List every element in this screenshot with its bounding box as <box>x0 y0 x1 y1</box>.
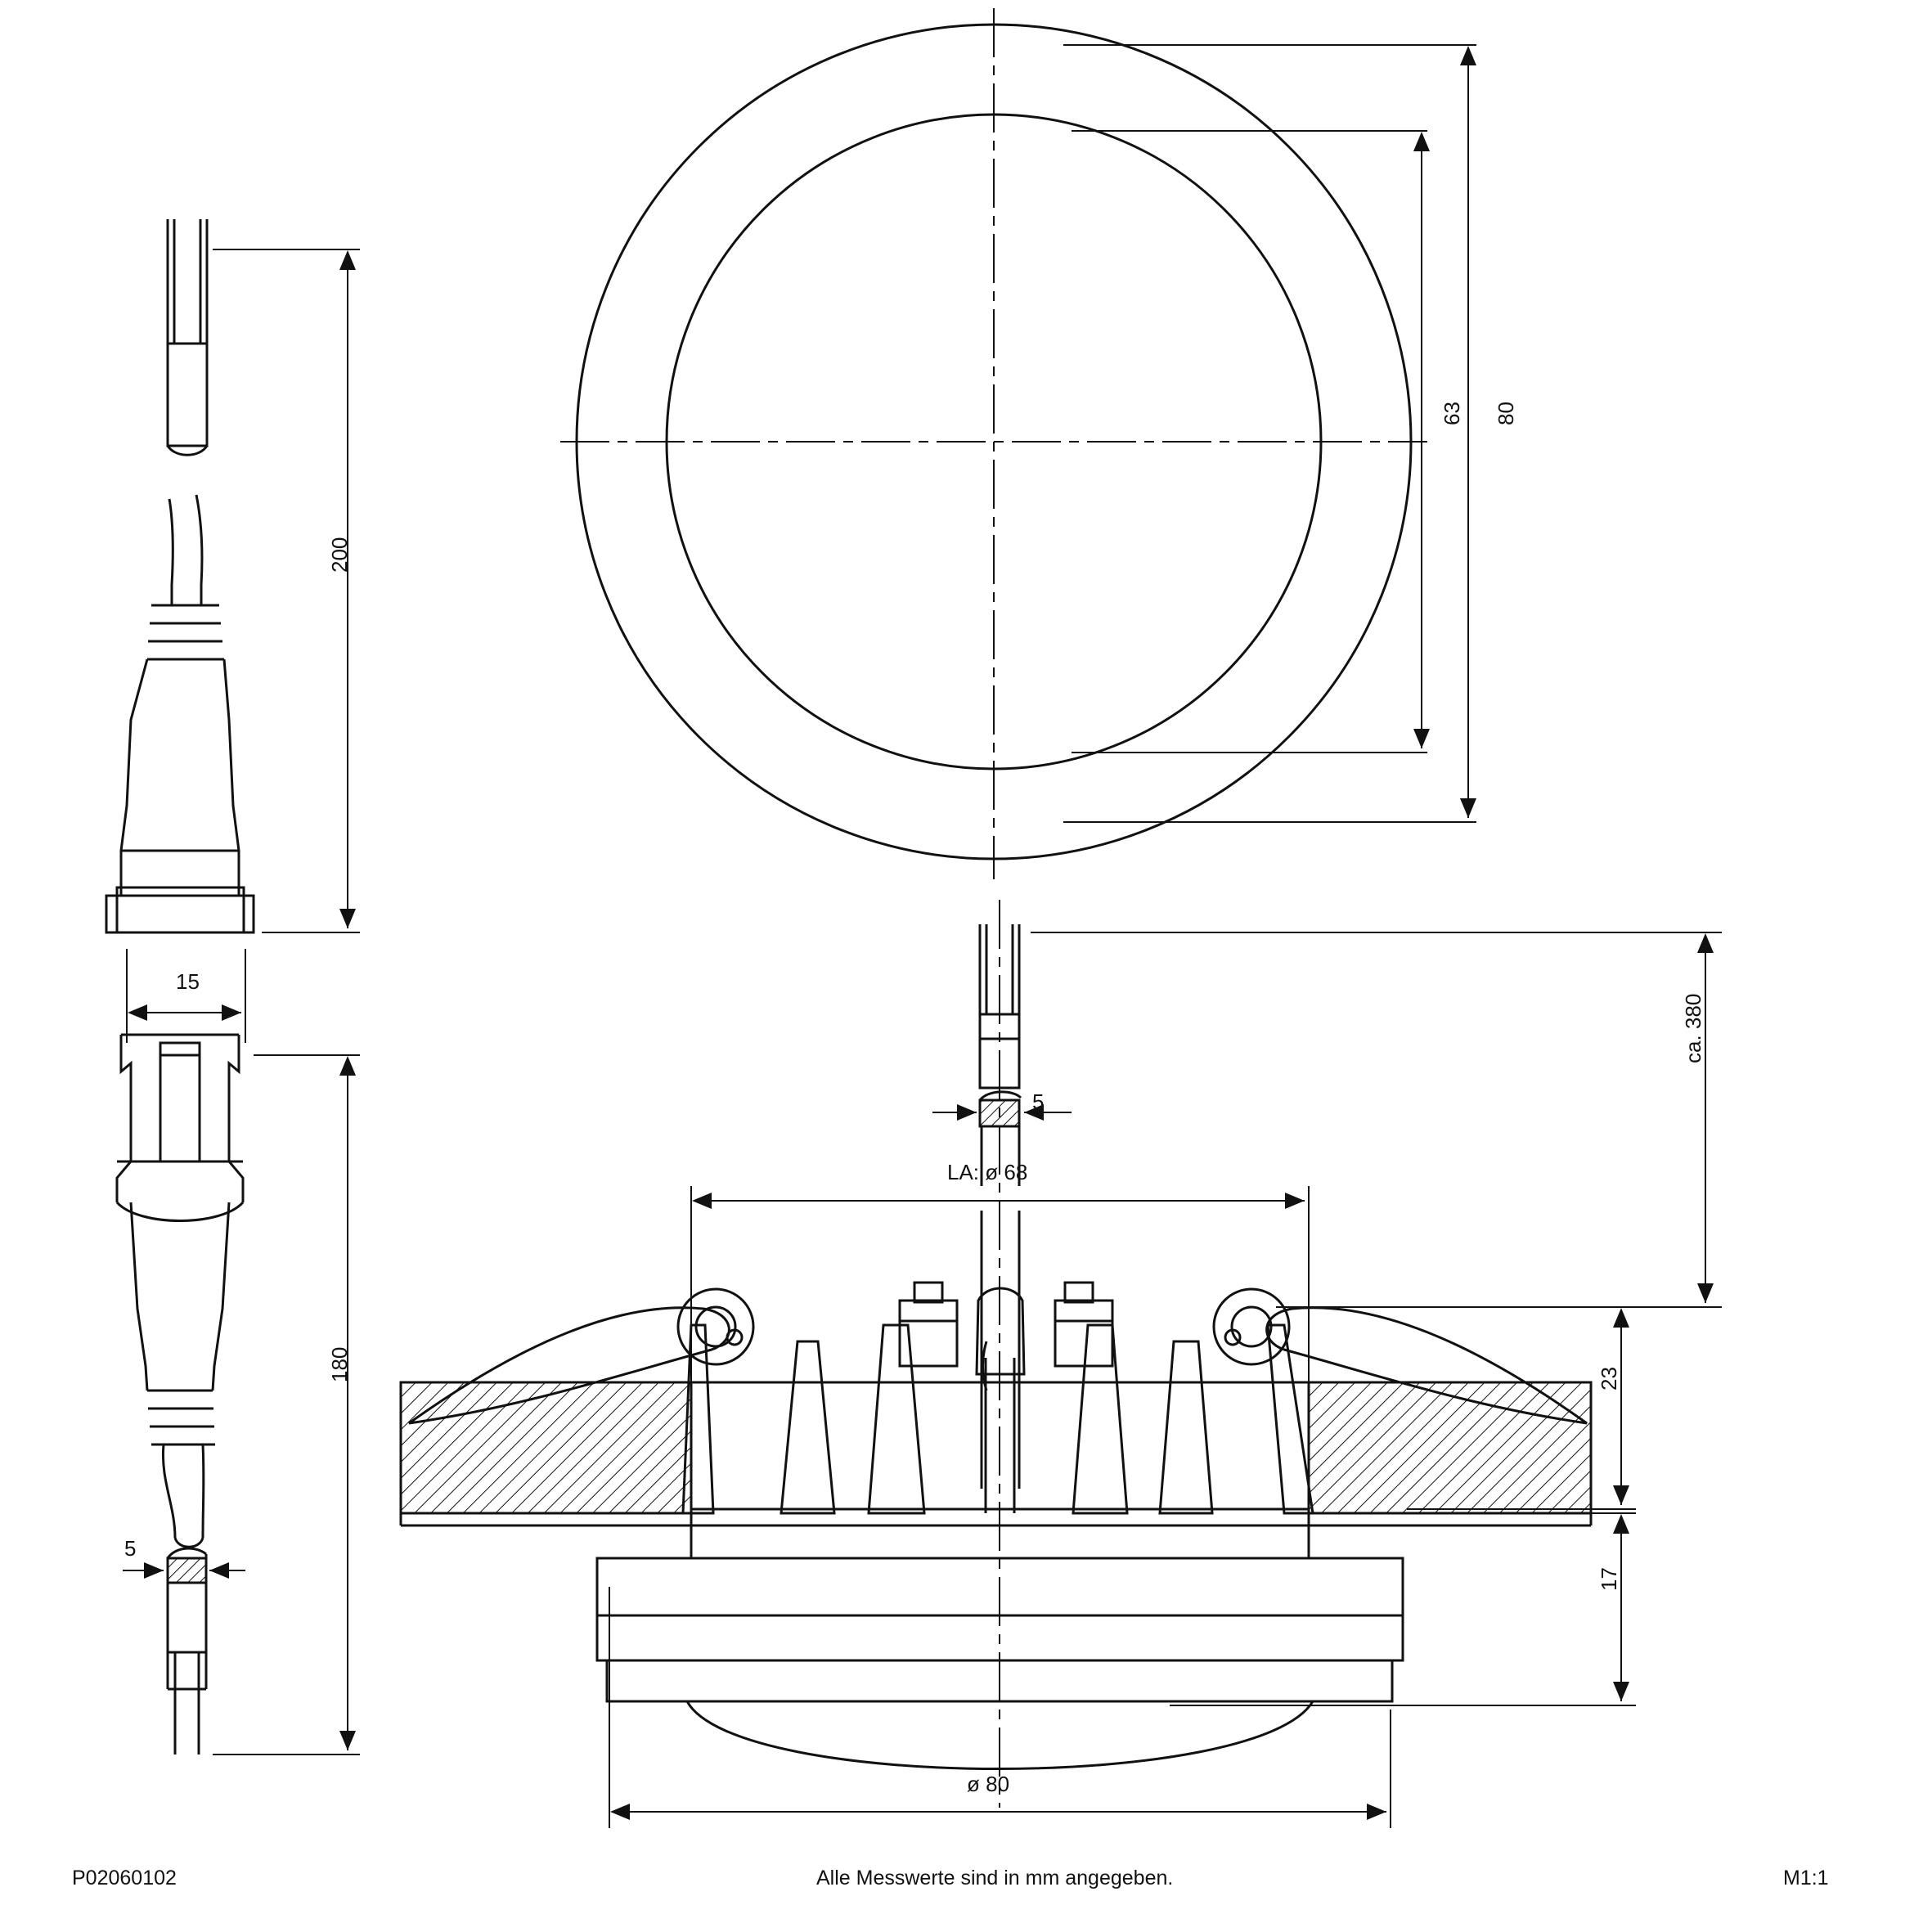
dim-left-180 <box>213 1055 360 1755</box>
dim-label-5-left: 5 <box>124 1536 137 1561</box>
dim-label-180: 180 <box>327 1346 352 1382</box>
section-view <box>401 900 1591 1808</box>
dim-left-15 <box>127 949 245 1043</box>
dim-label-80-top: 80 <box>1494 402 1518 425</box>
dim-label-17: 17 <box>1597 1567 1621 1591</box>
dim-label-15: 15 <box>176 969 200 994</box>
dim-outer-80 <box>1063 45 1476 822</box>
units-note: Alle Messwerte sind in mm angegeben. <box>816 1867 1174 1889</box>
dim-ca-380 <box>1031 932 1722 1307</box>
dim-label-o80: ø 80 <box>967 1772 1010 1796</box>
dim-label-5-center: 5 <box>1032 1090 1045 1114</box>
part-number: P02060102 <box>72 1867 177 1889</box>
top-view-ring <box>560 8 1427 879</box>
scale-label: M1:1 <box>1783 1867 1829 1889</box>
dim-label-200: 200 <box>327 537 352 573</box>
dim-label-23: 23 <box>1597 1367 1621 1391</box>
dim-label-63: 63 <box>1440 402 1464 425</box>
dim-label-ca-380: ca. 380 <box>1681 993 1705 1063</box>
dim-left-200 <box>213 249 360 932</box>
dim-label-la-68: LA: ø 68 <box>947 1160 1028 1184</box>
